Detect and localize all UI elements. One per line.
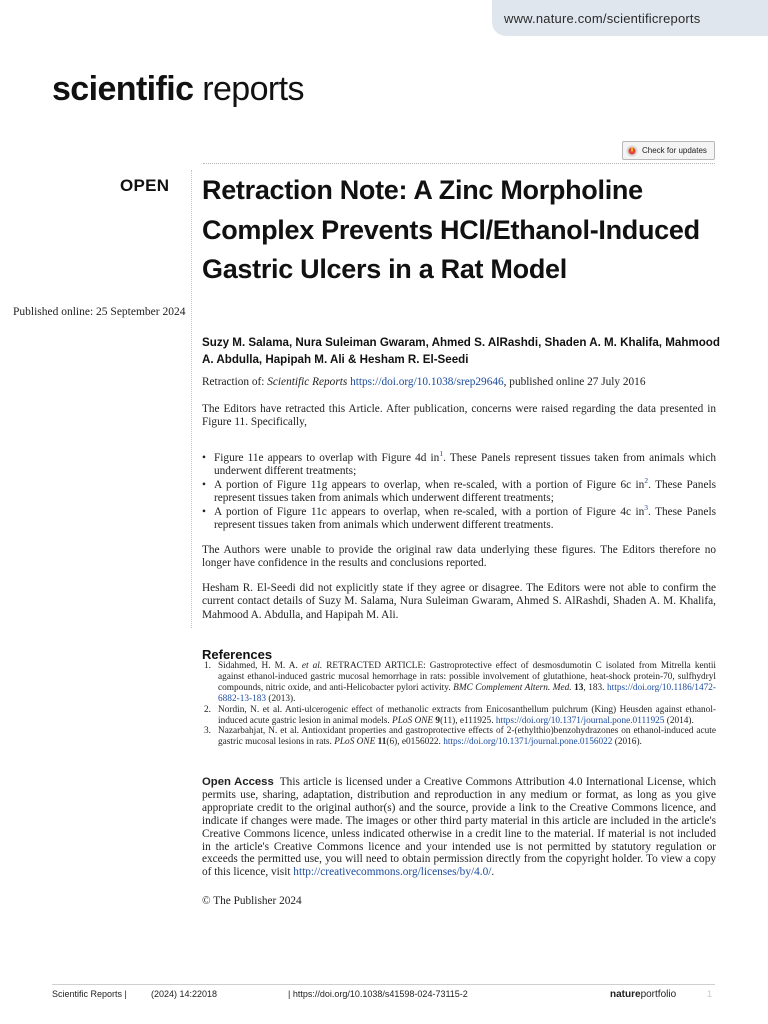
editors-paragraph: The Editors have retracted this Article. After publication, concerns were raised regarding the data presented in Figure 11. Specifically, bbox=[202, 403, 716, 429]
journal-url-tab[interactable] bbox=[492, 0, 768, 36]
reference-volume: 13 bbox=[571, 682, 584, 693]
bullet-text: Figure 11e appears to overlap with Figure 4d in bbox=[214, 452, 440, 464]
reference-doi-link[interactable]: https://doi.org/10.1186/1472-6882-13-183 bbox=[218, 682, 716, 704]
open-access-badge: OPEN bbox=[120, 176, 170, 195]
reference-doi-link[interactable]: https://doi.org/10.1371/journal.pone.0111925 bbox=[495, 715, 665, 726]
check-for-updates-label: Check for updates bbox=[642, 146, 707, 155]
reference-item bbox=[202, 661, 716, 705]
reference-link[interactable]: 3 bbox=[644, 502, 648, 512]
crossmark-icon bbox=[626, 145, 638, 157]
bullet-text: . These Panels represent tissues taken from animals which underwent different treatments. bbox=[214, 505, 716, 532]
reference-doi-link[interactable]: https://doi.org/10.1371/journal.pone.0156022 bbox=[443, 737, 613, 748]
logo-bold-text: scientific bbox=[52, 70, 194, 108]
reference-volume: 9 bbox=[433, 715, 441, 726]
reference-year: (2016). bbox=[612, 737, 642, 748]
reference-pages: (6), e0156022. bbox=[386, 737, 444, 748]
page-footer bbox=[52, 989, 715, 1003]
license-link[interactable]: http://creativecommons.org/licenses/by/4.0/ bbox=[293, 866, 492, 879]
journal-logo bbox=[52, 70, 304, 109]
open-access-statement bbox=[202, 776, 716, 879]
authors-statement: The Authors were unable to provide the original raw data underlying these figures. The Editors therefore no longer have confidence in the results and conclusions reported. bbox=[202, 544, 716, 570]
reference-title: RETRACTED ARTICLE: Gastroprotective effect of desmosdumotin C isolated from Mitrella kentii against ethanol-induced gastric mucosal hemorrhage in rats: possible involvement of glutathione, heat-shock protein-70, sulfhydryl compounds, nitric oxide, and anti-Helicobacter pylori activity. bbox=[218, 661, 716, 693]
reference-authors: Nordin, N. et al. Anti-ulcerogenic effect of methanolic extracts from Enicosanthellum pulchrum (King) Heusden against ethanol-induced acute gastric lesion in animal models. bbox=[218, 704, 716, 726]
journal-url[interactable]: www.nature.com/scientificreports bbox=[504, 10, 701, 26]
list-item bbox=[202, 502, 716, 533]
footer-doi[interactable]: | https://doi.org/10.1038/s41598-024-73115-2 bbox=[288, 989, 468, 999]
open-access-text: This article is licensed under a Creative Commons Attribution 4.0 International License, which permits use, sharing, adaptation, distribution and reproduction in any medium or format, as long as you give appropriate credit to the original author(s) and the source, provide a link to the Creative Commons licence, and indicate if changes were made. The images or other third party material in this article are included in the article's Creative Commons licence, unless indicated otherwise in a credit line to the material. If material is not included in the article's Creative Commons licence and your intended use is not permitted by statutory regulation or exceeds the permitted use, you will need to obtain permission directly from the copyright holder. To view a copy of this licence, visit bbox=[202, 776, 717, 879]
footer-citation: (2024) 14:22018 bbox=[151, 989, 218, 999]
reference-journal: PLoS ONE bbox=[392, 715, 434, 726]
logo-rest-text: reports bbox=[193, 70, 304, 108]
open-access-end: . bbox=[491, 866, 495, 879]
reference-number: 1. bbox=[204, 661, 211, 671]
reference-journal: BMC Complement Altern. Med. bbox=[453, 682, 572, 693]
reference-etal: et al. bbox=[301, 661, 323, 671]
reference-pages: (11), e111925. bbox=[440, 715, 496, 726]
retraction-of-line bbox=[202, 376, 716, 389]
reference-item bbox=[202, 705, 716, 727]
open-access-heading: Open Access bbox=[202, 776, 274, 788]
reference-year: (2013). bbox=[266, 693, 296, 704]
reference-list bbox=[202, 661, 716, 748]
references-heading: References bbox=[202, 647, 273, 662]
copyright-notice: © The Publisher 2024 bbox=[202, 895, 302, 907]
published-date: Published online: 25 September 2024 bbox=[13, 306, 186, 318]
check-for-updates-button[interactable] bbox=[622, 141, 715, 160]
publisher-logo bbox=[610, 989, 676, 1000]
retraction-journal: Scientific Reports bbox=[267, 376, 348, 388]
reference-pages: , 183. bbox=[583, 682, 607, 693]
bullet-text: A portion of Figure 11c appears to overlap, when re-scaled, with a portion of Figure 4c in bbox=[214, 505, 645, 518]
reference-authors: Nazarbahjat, N. et al. Antioxidant properties and gastroprotective effects of 2-(ethylthio)benzohydrazones on ethanol-induced acute gastric mucosal lesions in rats. bbox=[218, 726, 716, 748]
page-number: 1 bbox=[707, 989, 713, 999]
bullet-text: . These Panels represent tissues taken from animals which underwent different treatments; bbox=[214, 478, 716, 505]
reference-item bbox=[202, 726, 716, 748]
concerns-list bbox=[202, 449, 716, 532]
publisher-bold: nature bbox=[610, 989, 641, 1000]
reference-journal: PLoS ONE bbox=[334, 737, 376, 748]
footer-journal: Scientific Reports | bbox=[52, 989, 127, 999]
retraction-suffix: , published online 27 July 2016 bbox=[503, 376, 646, 388]
bullet-text: A portion of Figure 11g appears to overlap, when re-scaled, with a portion of Figure 6c in bbox=[214, 478, 645, 491]
reference-link[interactable]: 1 bbox=[439, 449, 444, 459]
header-divider bbox=[203, 163, 715, 164]
article-title: Retraction Note: A Zinc Morpholine Complex Prevents HCl/Ethanol-Induced Gastric Ulcers in a Rat Model bbox=[202, 175, 700, 284]
reference-year: (2014). bbox=[664, 715, 694, 726]
sidebar-divider bbox=[191, 170, 192, 628]
reference-number: 2. bbox=[204, 704, 211, 715]
publisher-rest: portfolio bbox=[640, 989, 677, 1000]
author-list: Suzy M. Salama, Nura Suleiman Gwaram, Ahmed S. AlRashdi, Shaden A. M. Khalifa, Mahmood A. Abdulla, Hapipah M. Ali & Hesham R. El-Seedi bbox=[202, 336, 720, 366]
list-item bbox=[202, 449, 716, 479]
reference-link[interactable]: 2 bbox=[644, 476, 649, 486]
bullet-text: . These Panels represent tissues taken from animals which underwent different treatments; bbox=[214, 452, 716, 478]
reference-authors: Sidahmed, H. M. A. bbox=[218, 661, 302, 671]
author-agreement-statement: Hesham R. El-Seedi did not explicitly state if they agree or disagree. The Editors were not able to confirm the current contact details of Suzy M. Salama, Nura Suleiman Gwaram, Ahmed S. AlRashdi, Shaden A. M. Khalifa, Mahmood A. Abdulla, and Hapipah M. Ali. bbox=[202, 582, 716, 621]
reference-number: 3. bbox=[204, 726, 211, 737]
retraction-doi-link[interactable]: https://doi.org/10.1038/srep29646 bbox=[350, 376, 504, 388]
retraction-prefix: Retraction of: bbox=[202, 376, 268, 388]
list-item bbox=[202, 476, 716, 506]
reference-volume: 11 bbox=[375, 737, 387, 748]
footer-divider bbox=[52, 984, 715, 985]
